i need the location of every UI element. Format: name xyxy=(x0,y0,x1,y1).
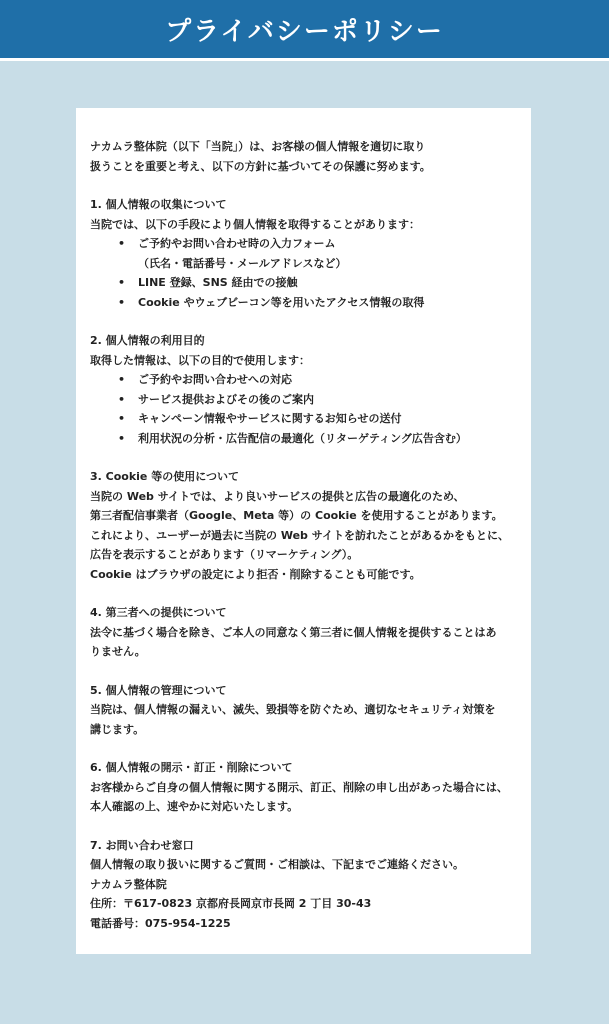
list-item: • LINE 登録、SNS 経由での接触 xyxy=(90,273,517,293)
body-line: 広告を表示することがあります（リマーケティング）。 xyxy=(90,548,359,561)
section-heading: 5. 個人情報の管理について xyxy=(90,683,227,697)
body-line: 第三者配信事業者（Google、Meta 等）の Cookie を使用することがあります。 xyxy=(90,509,503,522)
list-item-sub: （氏名・電話番号・メールアドレスなど） xyxy=(138,256,347,270)
body-line: Cookie はブラウザの設定により拒否・削除することも可能です。 xyxy=(90,567,421,581)
body-line: これにより、ユーザーが過去に当院の Web サイトを訪れたことがあるかをもとに、 xyxy=(90,528,509,542)
list-item: • サービス提供およびその後のご案内 xyxy=(90,390,517,410)
list-item: • 利用状況の分析・広告配信の最適化（リターゲティング広告含む） xyxy=(90,429,517,449)
list-item: • ご予約やお問い合わせ時の入力フォーム xyxy=(90,234,517,254)
clinic-phone: 電話番号：075-954-1225 xyxy=(90,916,231,930)
bullet-icon: • xyxy=(118,237,126,250)
section-heading: 7. お問い合わせ窓口 xyxy=(90,838,194,852)
clinic-address: 住所：〒617-0823 京都府長岡京市長岡 2 丁目 30-43 xyxy=(90,897,372,910)
section-heading: 4. 第三者への提供について xyxy=(90,606,227,619)
section-heading: 1. 個人情報の収集について xyxy=(90,198,227,211)
section-lead: 取得した情報は、以下の目的で使用します： xyxy=(90,353,310,367)
section-heading: 6. 個人情報の開示・訂正・削除について xyxy=(90,761,293,774)
policy-card xyxy=(76,108,531,954)
body-line: 本人確認の上、速やかに対応いたします。 xyxy=(90,800,299,813)
body-line: 講じます。 xyxy=(90,722,145,736)
bullet-icon: • xyxy=(118,373,126,386)
bullet-icon: • xyxy=(118,431,126,445)
body-line: 個人情報の取り扱いに関するご質問・ご相談は、下記までご連絡ください。 xyxy=(90,858,464,871)
bullet-icon: • xyxy=(118,276,126,289)
page-title: プライバシーポリシー xyxy=(165,16,444,47)
bullet-icon: • xyxy=(118,295,126,309)
body-line: 法令に基づく場合を除き、ご本人の同意なく第三者に個人情報を提供することはあ xyxy=(90,625,497,639)
body-line: 当院は、個人情報の漏えい、滅失、毀損等を防ぐため、適切なセキュリティ対策を xyxy=(90,703,496,716)
body-line: お客様からご自身の個人情報に関する開示、訂正、削除の申し出があった場合には、 xyxy=(90,780,508,794)
bullet-icon: • xyxy=(118,412,126,425)
page-header xyxy=(0,0,609,61)
section-heading: 3. Cookie 等の使用について xyxy=(90,470,240,483)
body-line: 当院の Web サイトでは、より良いサービスの提供と広告の最適化のため、 xyxy=(90,489,465,503)
list-item: • Cookie やウェブビーコン等を用いたアクセス情報の取得 xyxy=(90,293,517,313)
intro-line: ナカムラ整体院（以下「当院」）は、お客様の個人情報を適切に取り xyxy=(90,140,426,153)
clinic-name: ナカムラ整体院 xyxy=(90,877,167,891)
section-heading: 2. 個人情報の利用目的 xyxy=(90,334,205,347)
intro-line: 扱うことを重要と考え、以下の方針に基づいてその保護に努めます。 xyxy=(90,159,431,173)
list-item: • ご予約やお問い合わせへの対応 xyxy=(90,370,517,390)
bullet-icon: • xyxy=(118,392,126,406)
body-line: りません。 xyxy=(90,645,146,658)
section-lead: 当院では、以下の手段により個人情報を取得することがあります： xyxy=(90,217,420,231)
list-item: • キャンペーン情報やサービスに関するお知らせの送付 xyxy=(90,409,517,429)
